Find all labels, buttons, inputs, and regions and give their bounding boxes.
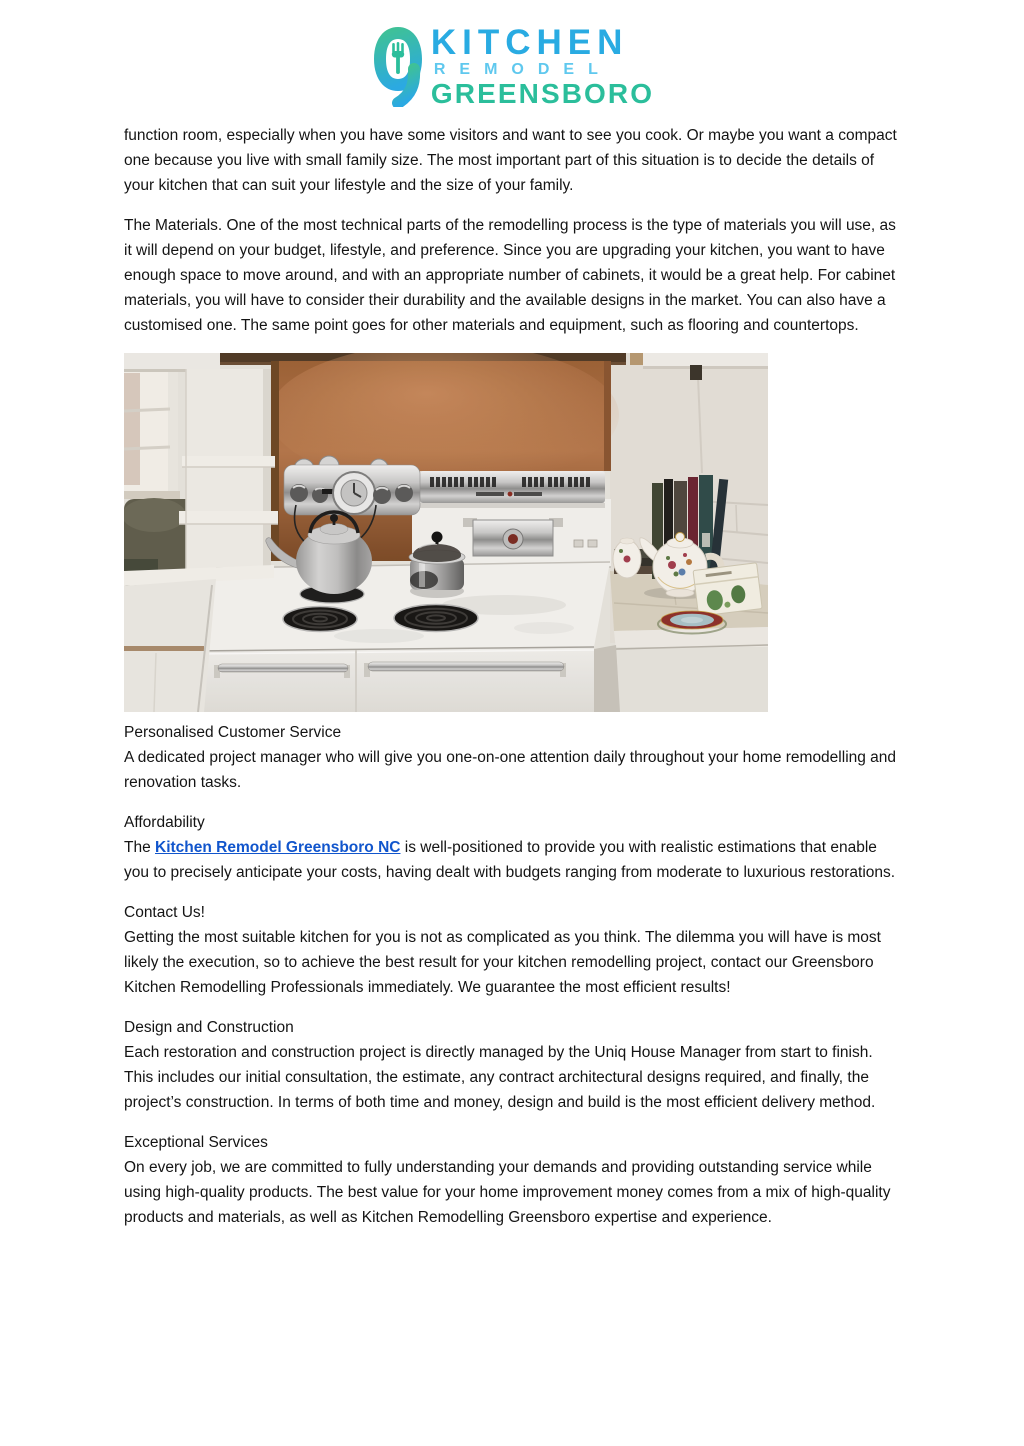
intro-paragraph-1: function room, especially when you have some visitors and want to see you cook. Or maybe you want a compact one because you live with small family size. The most important part of this situation is to decide the details of your kitchen that can suit your lifestyle and the size of your family. xyxy=(124,127,897,194)
section-contact-us xyxy=(124,900,900,1000)
section-design-and-construction xyxy=(124,1015,900,1115)
section-affordability xyxy=(124,810,900,885)
kitchen-photo xyxy=(124,353,900,712)
article-content xyxy=(124,123,900,1230)
kitchen-photo-illustration xyxy=(124,353,768,712)
logo-word-greensboro: GREENSBORO xyxy=(430,78,655,109)
section-body: On every job, we are committed to fully understanding your demands and providing outstanding service while using high-quality products. The best value for your home improvement money comes from a mix of high-quality products and materials, as well as Kitchen Remodelling Greensboro expertise and experience. xyxy=(124,1159,891,1226)
intro-paragraph-2: The Materials. One of the most technical parts of the remodelling process is the type of materials you will use, as it will depend on your budget, lifestyle, and preference. Since you are upgrading your kitchen, you want to have enough space to move around, and with an appropriate number of cabinets, it would be a great help. For cabinet materials, you will have to consider their durability and the available designs in the market. You can also have a customised one. The same point goes for other materials and equipment, such as flooring and countertops. xyxy=(124,217,896,334)
section-body: Getting the most suitable kitchen for you is not as complicated as you think. The dilemma you will have is most likely the execution, so to achieve the best result for your kitchen remodelling project, contact our Greensboro Kitchen Remodelling Professionals immediately. We guarantee the most efficient results! xyxy=(124,929,881,996)
fork-badge-icon xyxy=(370,25,426,107)
section-heading: Contact Us! xyxy=(124,904,205,921)
affordability-suffix: is well-positioned to provide you with realistic estimations that enable you to precisely anticipate your costs, having dealt with budgets ranging from moderate to luxurious restorations. xyxy=(124,839,896,881)
site-logo xyxy=(124,25,900,109)
fork-glyph xyxy=(392,42,404,74)
section-body: Each restoration and construction project is directly managed by the Uniq House Manager from start to finish. This includes our initial consultation, the estimate, any contract architectural designs required, and finally, the project’s construction. In terms of both time and money, design and build is the most efficient delivery method. xyxy=(124,1044,876,1111)
section-heading: Affordability xyxy=(124,814,205,831)
section-body: A dedicated project manager who will give you one-on-one attention daily throughout your home remodelling and renovation tasks. xyxy=(124,749,897,791)
section-personalised-customer-service xyxy=(124,720,900,795)
section-exceptional-services xyxy=(124,1130,900,1230)
logo-word-remodel: REMODEL xyxy=(433,61,612,78)
section-body xyxy=(124,835,900,885)
kitchen-remodel-greensboro-nc-link[interactable]: Kitchen Remodel Greensboro NC xyxy=(155,839,401,856)
logo-wordmark xyxy=(430,23,655,109)
logo-word-kitchen: KITCHEN xyxy=(430,23,629,62)
section-heading: Personalised Customer Service xyxy=(124,724,342,741)
section-heading: Exceptional Services xyxy=(124,1134,268,1151)
section-heading: Design and Construction xyxy=(124,1019,294,1036)
affordability-prefix: The xyxy=(124,839,156,856)
photo-tone-overlay xyxy=(124,353,768,712)
